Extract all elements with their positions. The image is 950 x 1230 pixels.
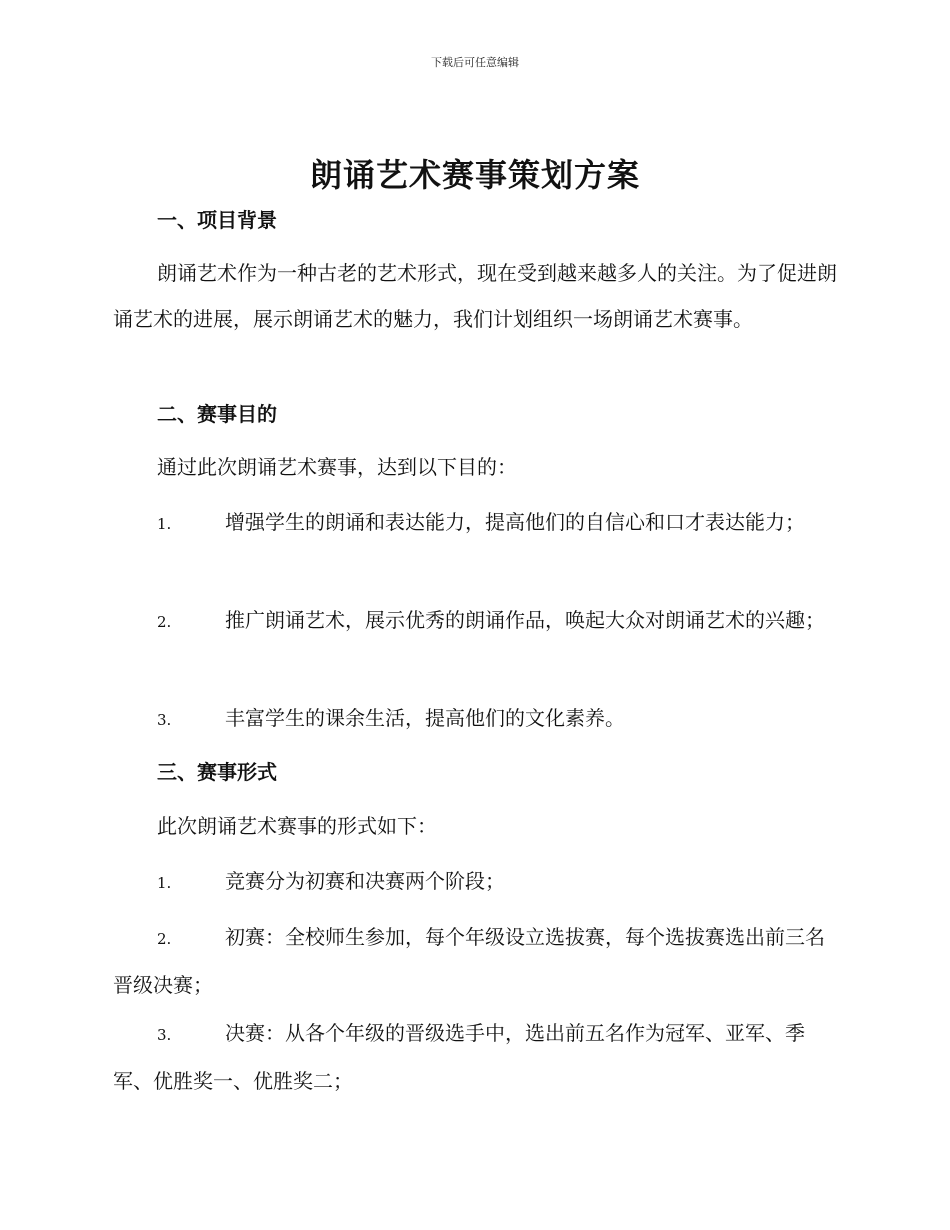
section-heading-format: 三、赛事形式 bbox=[157, 760, 277, 784]
list-number: 2. bbox=[157, 613, 172, 631]
format-list-item-1 bbox=[113, 858, 837, 906]
background-paragraph: 朗诵艺术作为一种古老的艺术形式，现在受到越来越多人的关注。为了促进朗诵艺术的进展，展示朗诵艺术的魅力，我们计划组织一场朗诵艺术赛事。 bbox=[113, 261, 837, 331]
goals-list-item-3 bbox=[113, 695, 837, 743]
format-list-item-3 bbox=[113, 1010, 837, 1104]
goals-list-item-1 bbox=[113, 499, 837, 547]
format-intro: 此次朗诵艺术赛事的形式如下： bbox=[157, 814, 437, 838]
list-text: 增强学生的朗诵和表达能力，提高他们的自信心和口才表达能力； bbox=[225, 510, 805, 534]
goals-list-item-2 bbox=[113, 597, 837, 645]
list-number: 2. bbox=[157, 930, 172, 948]
goals-intro: 通过此次朗诵艺术赛事，达到以下目的： bbox=[157, 455, 517, 479]
section-heading-goals: 二、赛事目的 bbox=[157, 402, 277, 426]
list-number: 1. bbox=[157, 874, 172, 892]
list-number: 1. bbox=[157, 515, 172, 533]
format-list-item-2 bbox=[113, 914, 837, 1008]
list-text: 竞赛分为初赛和决赛两个阶段； bbox=[225, 869, 505, 893]
list-text: 决赛：从各个年级的晋级选手中，选出前五名作为冠军、亚军、季军、优胜奖一、优胜奖二； bbox=[113, 1021, 805, 1093]
list-text: 丰富学生的课余生活，提高他们的文化素养。 bbox=[225, 706, 625, 730]
list-number: 3. bbox=[157, 1026, 172, 1044]
page-header-note: 下载后可任意编辑 bbox=[431, 56, 519, 69]
list-text: 初赛：全校师生参加，每个年级设立选拔赛，每个选拔赛选出前三名晋级决赛； bbox=[113, 925, 825, 997]
section-heading-background: 一、项目背景 bbox=[157, 208, 277, 232]
list-text: 推广朗诵艺术，展示优秀的朗诵作品，唤起大众对朗诵艺术的兴趣； bbox=[225, 608, 825, 632]
list-number: 3. bbox=[157, 711, 172, 729]
document-title: 朗诵艺术赛事策划方案 bbox=[309, 156, 640, 194]
